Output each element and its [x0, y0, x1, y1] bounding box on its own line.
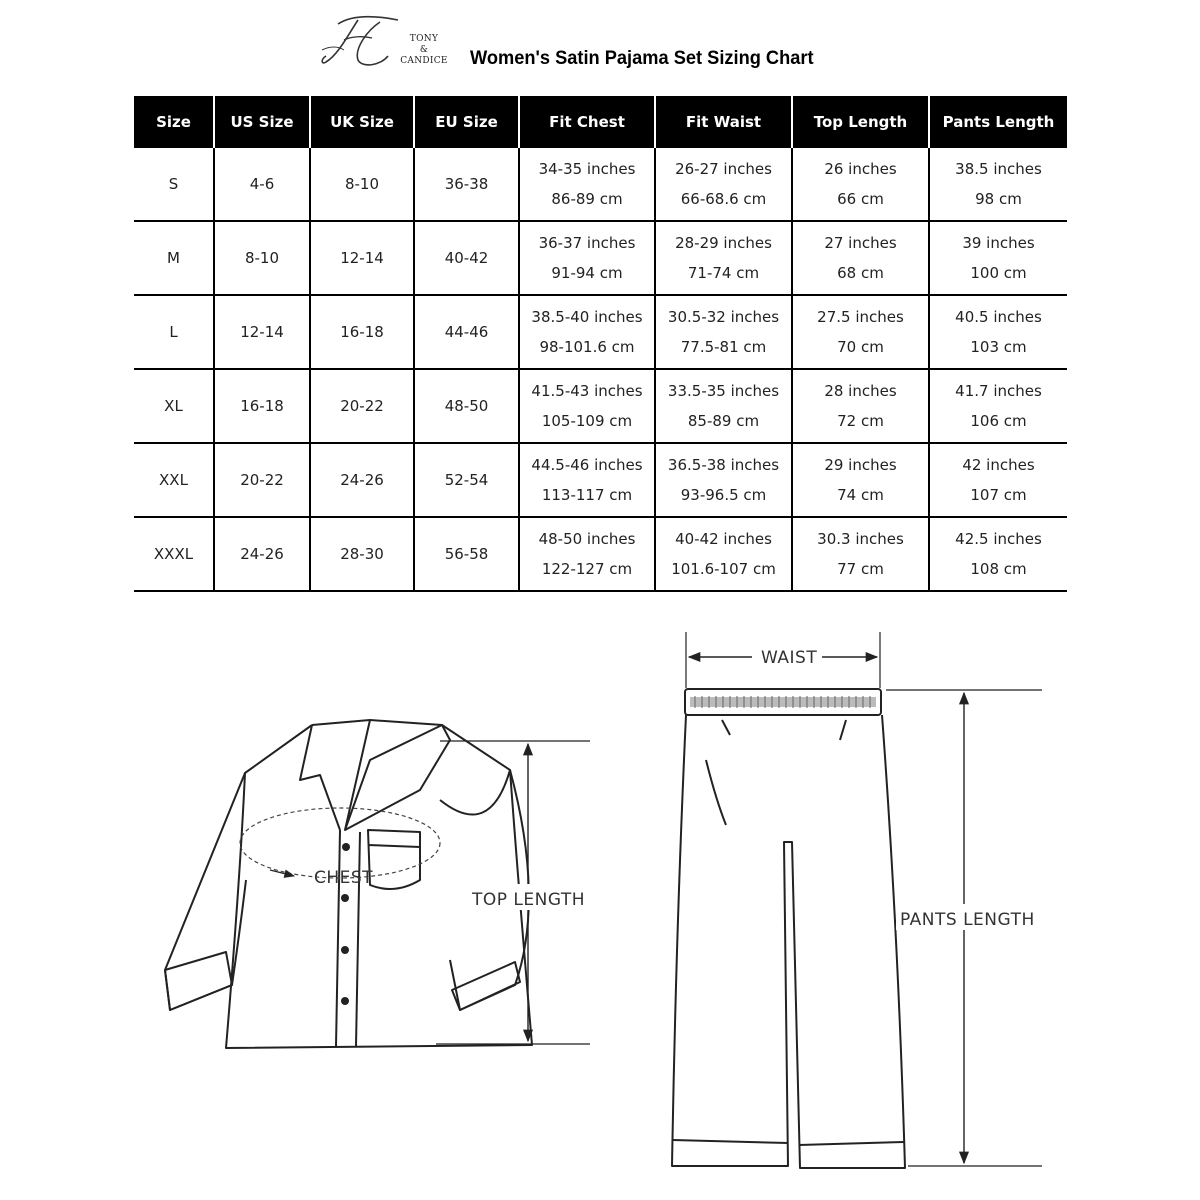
shirt-pocket — [368, 830, 420, 889]
inches-value: 40-42 inches — [675, 530, 772, 548]
cm-value: 77.5-81 cm — [680, 338, 767, 356]
cm-value: 106 cm — [970, 412, 1027, 430]
size-cell: S — [134, 148, 214, 221]
chest-label: CHEST — [314, 868, 374, 888]
inches-value: 33.5-35 inches — [667, 382, 780, 400]
column-header: US Size — [214, 96, 310, 148]
us-size-cell: 4-6 — [214, 148, 310, 221]
cm-value: 66-68.6 cm — [680, 190, 767, 208]
inches-value: 39 inches — [962, 234, 1035, 252]
pants-length-label: PANTS LENGTH — [900, 910, 1035, 930]
uk-size-cell: 8-10 — [310, 148, 414, 221]
cm-value: 66 cm — [837, 190, 884, 208]
size-cell: M — [134, 221, 214, 295]
eu-size-cell: 48-50 — [414, 369, 519, 443]
us-size-cell: 24-26 — [214, 517, 310, 591]
waist-label: WAIST — [761, 648, 818, 668]
size-cell: XL — [134, 369, 214, 443]
eu-size-cell: 40-42 — [414, 221, 519, 295]
column-header: Top Length — [792, 96, 929, 148]
column-header: UK Size — [310, 96, 414, 148]
shirt-placket — [336, 830, 360, 1046]
shirt-collar — [300, 720, 450, 830]
size-cell: XXL — [134, 443, 214, 517]
cm-value: 98-101.6 cm — [539, 338, 635, 356]
eu-size-cell: 36-38 — [414, 148, 519, 221]
inches-value: 36.5-38 inches — [667, 456, 780, 474]
cm-value: 122-127 cm — [541, 560, 633, 578]
cm-value: 103 cm — [970, 338, 1027, 356]
button-icon — [342, 843, 350, 851]
uk-size-cell: 20-22 — [310, 369, 414, 443]
column-header: EU Size — [414, 96, 519, 148]
inches-value: 41.5-43 inches — [531, 382, 643, 400]
button-icon — [341, 946, 349, 954]
uk-size-cell: 12-14 — [310, 221, 414, 295]
us-size-cell: 16-18 — [214, 369, 310, 443]
size-cell: XXXL — [134, 517, 214, 591]
brand-line-1: TONY — [409, 34, 439, 44]
cm-value: 71-74 cm — [687, 264, 760, 282]
cm-value: 107 cm — [970, 486, 1027, 504]
inches-value: 48-50 inches — [538, 530, 636, 548]
inches-value: 41.7 inches — [955, 382, 1042, 400]
inches-value: 26 inches — [824, 160, 897, 178]
uk-size-cell: 16-18 — [310, 295, 414, 369]
button-icon — [341, 894, 349, 902]
inches-value: 29 inches — [824, 456, 897, 474]
inches-value: 44.5-46 inches — [531, 456, 643, 474]
brand-line-2: & — [419, 45, 429, 55]
cm-value: 77 cm — [837, 560, 884, 578]
inches-value: 42 inches — [962, 456, 1035, 474]
inches-value: 34-35 inches — [538, 160, 636, 178]
column-header: Size — [134, 96, 214, 148]
pants-pocket-left — [706, 720, 730, 825]
eu-size-cell: 52-54 — [414, 443, 519, 517]
page-title: Women's Satin Pajama Set Sizing Chart — [470, 48, 814, 69]
pants-illustration — [672, 689, 905, 1168]
us-size-cell: 8-10 — [214, 221, 310, 295]
pants-outline — [672, 715, 905, 1168]
uk-size-cell: 28-30 — [310, 517, 414, 591]
shirt-left-sleeve — [165, 773, 246, 1010]
cm-value: 93-96.5 cm — [680, 486, 767, 504]
inches-value: 28-29 inches — [675, 234, 772, 252]
cm-value: 72 cm — [837, 412, 884, 430]
uk-size-cell: 24-26 — [310, 443, 414, 517]
cm-value: 98 cm — [975, 190, 1022, 208]
cm-value: 68 cm — [837, 264, 884, 282]
eu-size-cell: 56-58 — [414, 517, 519, 591]
cm-value: 91-94 cm — [551, 264, 623, 282]
cm-value: 108 cm — [970, 560, 1027, 578]
inches-value: 38.5-40 inches — [531, 308, 643, 326]
brand-line-3: CANDICE — [400, 56, 448, 66]
cm-value: 85-89 cm — [687, 412, 760, 430]
inches-value: 38.5 inches — [955, 160, 1042, 178]
cm-value: 100 cm — [970, 264, 1027, 282]
inches-value: 30.5-32 inches — [667, 308, 780, 326]
column-header: Pants Length — [929, 96, 1067, 148]
column-header: Fit Chest — [519, 96, 655, 148]
column-header: Fit Waist — [655, 96, 792, 148]
cm-value: 86-89 cm — [551, 190, 623, 208]
cm-value: 105-109 cm — [541, 412, 633, 430]
inches-value: 28 inches — [824, 382, 897, 400]
inches-value: 40.5 inches — [955, 308, 1042, 326]
inches-value: 30.3 inches — [817, 530, 904, 548]
pants-left-hem — [673, 1140, 788, 1143]
cm-value: 74 cm — [837, 486, 884, 504]
pants-right-hem — [799, 1142, 904, 1145]
size-cell: L — [134, 295, 214, 369]
pants-pocket-right — [840, 720, 846, 740]
cm-value: 113-117 cm — [541, 486, 633, 504]
shirt-right-cuff — [452, 962, 520, 1010]
inches-value: 26-27 inches — [675, 160, 772, 178]
button-icon — [341, 997, 349, 1005]
eu-size-cell: 44-46 — [414, 295, 519, 369]
us-size-cell: 20-22 — [214, 443, 310, 517]
top-length-label: TOP LENGTH — [472, 890, 586, 910]
shirt-left-cuff — [165, 952, 232, 1010]
inches-value: 42.5 inches — [955, 530, 1042, 548]
us-size-cell: 12-14 — [214, 295, 310, 369]
inches-value: 27.5 inches — [817, 308, 904, 326]
cm-value: 70 cm — [837, 338, 884, 356]
inches-value: 36-37 inches — [538, 234, 636, 252]
inches-value: 27 inches — [824, 234, 897, 252]
cm-value: 101.6-107 cm — [671, 560, 776, 578]
